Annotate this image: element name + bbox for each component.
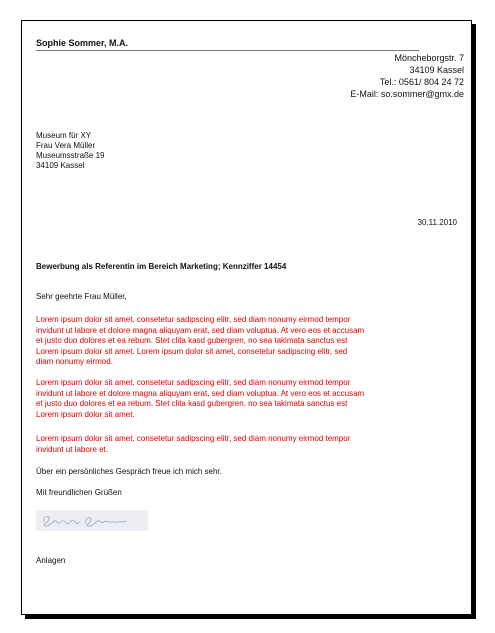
- paragraph-line: diam nonumy eirmod.: [36, 357, 113, 366]
- recipient-name: Frau Vera Müller: [36, 141, 96, 150]
- body-paragraph-2: [36, 378, 421, 420]
- sender-street: Möncheborgstr. 7: [394, 53, 464, 63]
- paragraph-line: et justo duo dolores et ea rebum. Stet clita kasd gubergren, no sea takimata sanctus est: [36, 399, 348, 408]
- recipient-street: Museumsstraße 19: [36, 151, 105, 160]
- sender-address: [350, 52, 464, 100]
- recipient-organization: Museum für XY: [36, 131, 92, 140]
- paragraph-line: et justo duo dolores et ea rebum. Stet clita kasd gubergren, no sea takimata sanctus est: [36, 336, 348, 345]
- recipient-address: [36, 131, 104, 171]
- sender-name: Sophie Sommer, M.A.: [36, 38, 129, 48]
- paragraph-line: Lorem ipsum dolor sit amet, consetetur sadipscing elitr, sed diam nonumy eirmod tempor: [36, 315, 351, 324]
- letter-date: 30.11.2010: [417, 218, 457, 227]
- closing-greeting: Mit freundlichen Grüßen: [36, 488, 122, 497]
- paragraph-line: invidunt ut labore et.: [36, 444, 109, 454]
- salutation: Sehr geehrte Frau Müller,: [36, 292, 127, 301]
- paragraph-line: invidunt ut labore et dolore magna aliquyam erat, sed diam voluptua. At vero eos et accusam: [36, 388, 365, 398]
- header-divider: [36, 50, 419, 51]
- sender-city: 34109 Kassel: [409, 65, 464, 75]
- subject-line: Bewerbung als Referentin im Bereich Marketing; Kennziffer 14454: [36, 262, 287, 271]
- recipient-city: 34109 Kassel: [36, 161, 85, 170]
- paragraph-line: Lorem ipsum dolor sit amet. Lorem ipsum dolor sit amet, consetetur sadipscing elitr, sed: [36, 346, 348, 356]
- paragraph-line: Lorem ipsum dolor sit amet.: [36, 409, 135, 419]
- paragraph-line: invidunt ut labore et dolore magna aliquyam erat, sed diam voluptua. At vero eos et accusam: [36, 325, 365, 335]
- sender-email: E-Mail: so.sommer@gmx.de: [350, 89, 464, 99]
- closing-sentence: Über ein persönliches Gespräch freue ich mich sehr.: [36, 467, 222, 476]
- body-paragraph-3: [36, 434, 421, 455]
- paragraph-line: Lorem ipsum dolor sit amet, consetetur sadipscing elitr, sed diam nonumy eirmod tempor: [36, 434, 351, 443]
- sender-phone: Tel.: 0561/ 804 24 72: [379, 77, 464, 87]
- handwritten-signature: [36, 510, 148, 531]
- body-paragraph-1: [36, 315, 421, 368]
- paragraph-line: Lorem ipsum dolor sit amet, consetetur sadipscing elitr, sed diam nonumy eirmod tempor: [36, 378, 351, 387]
- enclosure-note: Anlagen: [36, 556, 66, 565]
- signature-image: [36, 510, 148, 531]
